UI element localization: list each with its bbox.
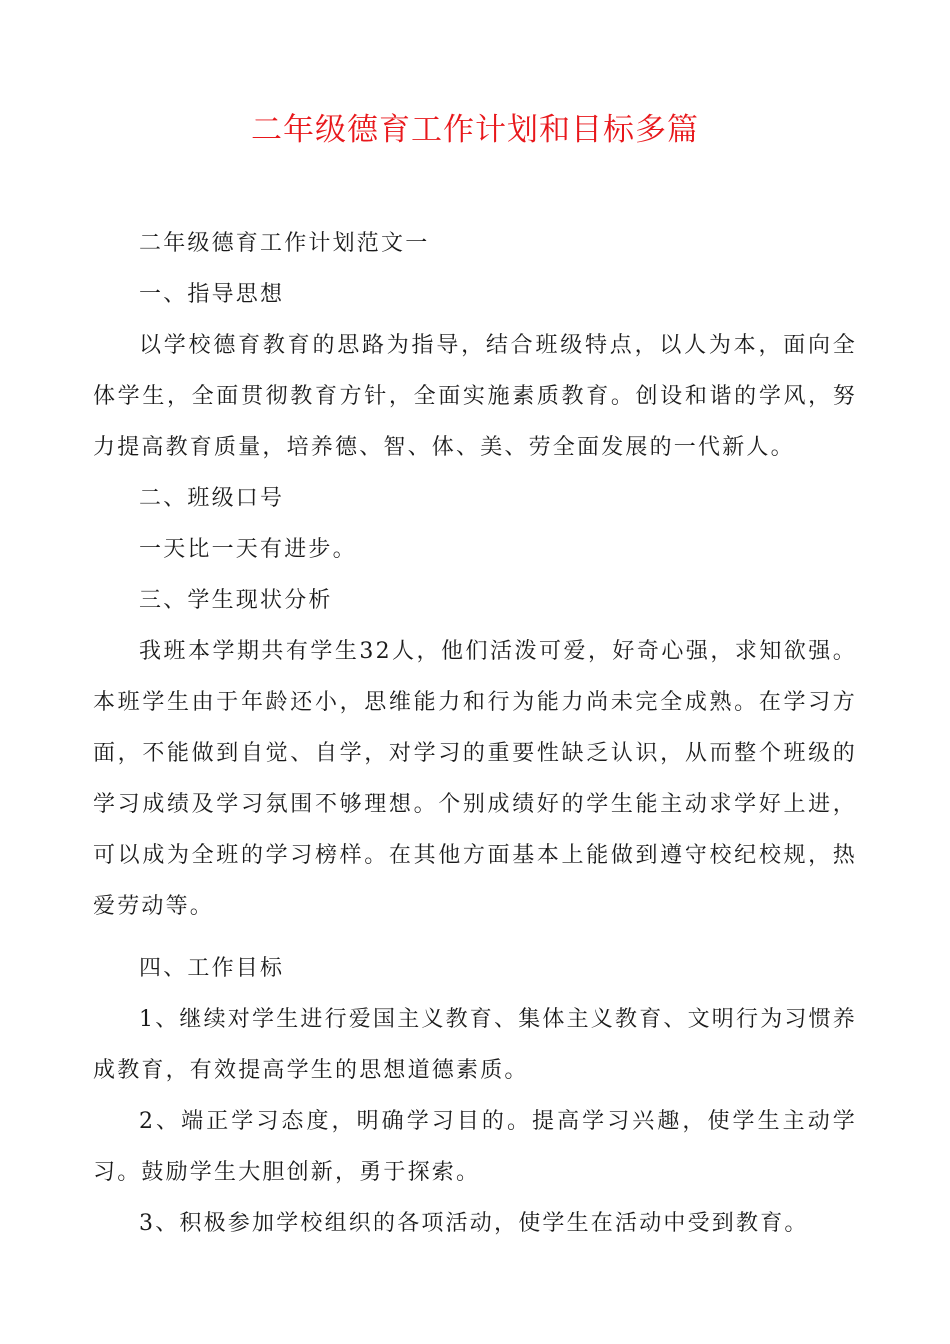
document-title: 二年级德育工作计划和目标多篇 [251, 112, 699, 148]
heading-class-slogan: 二、班级口号 [139, 486, 285, 511]
heading-guiding-ideology: 一、指导思想 [139, 282, 285, 307]
paragraph-guiding-ideology: 以学校德育教育的思路为指导，结合班级特点，以人为本，面向全体学生，全面贯彻教育方针，全面实施素质教育。创设和谐的学风，努力提高教育质量，培养德、智、体、美、劳全面发展的一代新人。 [93, 333, 857, 460]
document-body [93, 218, 857, 1249]
list-item-goal-3: 3、积极参加学校组织的各项活动，使学生在活动中受到教育。 [139, 1211, 809, 1236]
list-item-goal-1: 1、继续对学生进行爱国主义教育、集体主义教育、文明行为习惯养成教育，有效提高学生的思想道德素质。 [93, 1007, 857, 1083]
list-item-goal-2: 2、端正学习态度，明确学习目的。提高学习兴趣，使学生主动学习。鼓励学生大胆创新，勇于探索。 [93, 1109, 857, 1185]
section-subtitle: 二年级德育工作计划范文一 [139, 231, 430, 256]
paragraph-student-analysis: 我班本学期共有学生32人，他们活泼可爱，好奇心强，求知欲强。本班学生由于年龄还小，思维能力和行为能力尚未完全成熟。在学习方面，不能做到自觉、自学，对学习的重要性缺乏认识，从而整个班级的学习成绩及学习氛围不够理想。个别成绩好的学生能主动求学好上进，可以成为全班的学习榜样。在其他方面基本上能做到遵守校纪校规，热爱劳动等。 [93, 639, 857, 919]
paragraph-class-slogan: 一天比一天有进步。 [139, 537, 357, 562]
heading-student-analysis: 三、学生现状分析 [139, 588, 333, 613]
heading-work-goals: 四、工作目标 [139, 956, 285, 981]
